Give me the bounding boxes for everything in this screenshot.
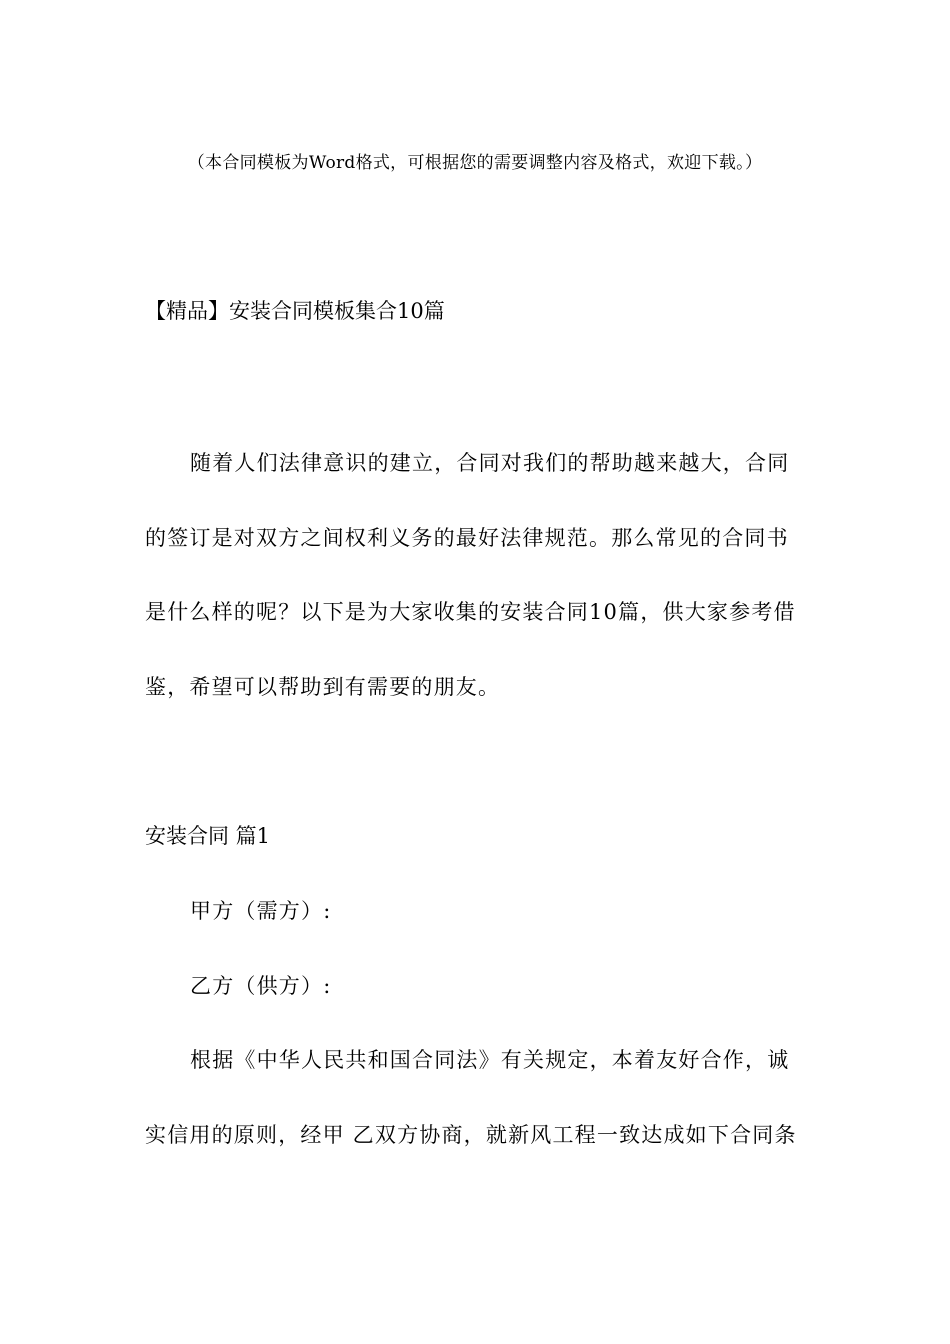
document-title: 【精品】安装合同模板集合10篇	[145, 299, 445, 323]
body-line-2: 实信用的原则，经甲 乙双方协商，就新风工程一致达成如下合同条	[145, 1123, 797, 1147]
intro-line-4: 鉴，希望可以帮助到有需要的朋友。	[145, 675, 501, 699]
party-b-label: 乙方（供方）:	[190, 974, 332, 998]
body-line-1: 根据《中华人民共和国合同法》有关规定，本着友好合作，诚	[190, 1048, 790, 1072]
template-note: （本合同模板为Word格式，可根据您的需要调整内容及格式，欢迎下载。）	[187, 153, 763, 173]
intro-line-3: 是什么样的呢？以下是为大家收集的安装合同10篇，供大家参考借	[145, 600, 796, 624]
intro-line-1: 随着人们法律意识的建立，合同对我们的帮助越来越大，合同	[190, 451, 790, 475]
intro-line-2: 的签订是对双方之间权利义务的最好法律规范。那么常见的合同书	[145, 526, 789, 550]
party-a-label: 甲方（需方）:	[190, 899, 332, 923]
section-heading: 安装合同 篇1	[145, 824, 271, 848]
